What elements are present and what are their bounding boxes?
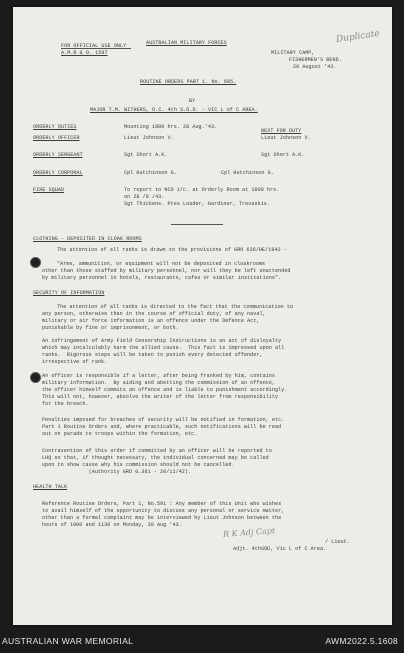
punch-hole <box>30 372 41 383</box>
security-text-line: for the breach. <box>42 401 89 407</box>
orderly-officer-label: ORDERLY OFFICER <box>33 135 80 141</box>
health-text-line: Reference Routine Orders, Part 1, No.591 : Any member of this Unit who wishes <box>42 501 282 507</box>
clothing-text-line: "Arms, ammunition, or equipment will not be deposited in cloakrooms <box>57 261 266 267</box>
orderly-corporal-label: ORDERLY CORPORAL <box>33 170 83 176</box>
camp-name: MILITARY CAMP, <box>271 50 315 56</box>
official-use-line: FOR OFFICIAL USE ONLY <box>61 43 127 49</box>
handwritten-duplicate-note: Duplicate <box>335 28 381 46</box>
clothing-text-line: by military personnel in hotels, restaurants, cafes or similar institutions". <box>42 275 282 281</box>
security-authority: (Authority GRO G.361 - 20/11/42). <box>42 469 192 475</box>
punch-hole <box>30 257 41 268</box>
security-text-line: any person, otherwise than in the course of official duty, of any naval, <box>42 311 266 317</box>
security-text-line: An officer is responsible if a letter, after being franked by him, contains <box>42 373 276 379</box>
signature-rank: / Lieut. <box>325 539 350 545</box>
health-text-line: to avail himself of the opportunity to discuss any personal or service matter, <box>42 508 285 514</box>
fire-squad-members: Sgt Thickens. Ptes Loader, Gardiner, Trevaskis. <box>124 201 271 207</box>
order-date: 28 August '43. <box>293 64 337 70</box>
section-divider <box>171 224 223 225</box>
camp-location: FISHERMEN'S BEND. <box>289 57 342 63</box>
security-text-line: LHQ so that, if thought necessary, the individual concerned may be called <box>42 455 269 461</box>
health-heading: HEALTH TALK <box>33 484 68 490</box>
security-heading: SECURITY OF INFORMATION <box>33 290 105 296</box>
orderly-sergeant-label: ORDERLY SERGEANT <box>33 152 83 158</box>
security-text-line: which may incalculably harm the allied cause. This fact is impressed upon all <box>42 345 285 351</box>
health-text-line: hours of 1000 and 1130 on Monday, 30 Aug '43. <box>42 522 182 528</box>
orderly-officer-value: Lieut Johnson V. <box>124 135 174 141</box>
security-text-line: military information. By aiding and abetting the commission of an offence, <box>42 380 276 386</box>
security-text-line: ranks. Rigorous steps will be taken to punish every detected offender, <box>42 352 263 358</box>
official-reference: A.M.R & O. 1597 <box>61 50 108 56</box>
security-text-line: punishable by fine or imprisonment, or both. <box>42 325 179 331</box>
orderly-corporal-value: Cpl Hutchinson G. <box>124 170 177 176</box>
footer-institution: AUSTRALIAN WAR MEMORIAL <box>2 636 134 646</box>
signature-scrawl: R K Adj Capt <box>222 526 276 539</box>
security-text-line: upon to show cause why his commission should not be cancelled. <box>42 462 235 468</box>
clothing-text-line: other than those staffed by military personnel, nor will they be left unattended <box>42 268 291 274</box>
signature-unit: Adjt. 4thSOD, Vic L of C Area. <box>233 546 327 552</box>
document-page <box>13 7 392 625</box>
commanding-officer: MAJOR T.M. WITHERS, O.C. 4th S.O.D. - VIC L of C AREA. <box>90 107 258 113</box>
security-text-line: The attention of all ranks is directed to the fact that the communication to <box>57 304 294 310</box>
footer-accession-number: AWM2022.5.1608 <box>325 636 398 646</box>
force-title: AUSTRALIAN MILITARY FORCES <box>146 40 227 46</box>
next-for-duty-heading: NEXT FOR DUTY <box>261 128 302 134</box>
fire-squad-label: FIRE SQUAD <box>33 187 65 193</box>
orderly-sergeant-value: Sgt Short A.K. <box>124 152 168 158</box>
security-text-line: irrespective of rank. <box>42 359 108 365</box>
clothing-heading: CLOTHING - DEPOSITED IN CLOAK ROOMS <box>33 236 142 242</box>
orderly-sergeant-next: Sgt Short A.K. <box>261 152 305 158</box>
orders-title: ROUTINE ORDERS PART 1. No. 605. <box>140 79 237 85</box>
security-text-line: military or air force information is an offence under the Defence Act, <box>42 318 260 324</box>
fire-squad-date: on 28 /8 /43. <box>124 194 165 200</box>
security-text-line: out on parade to troops within the formation, etc. <box>42 431 198 437</box>
security-text-line: This will not, however, absolve the writer of the letter from responsibility <box>42 394 279 400</box>
security-text-line: the officer himself commits an offence and is liable to punishment accordingly. <box>42 387 288 393</box>
orderly-duties-label: ORDERLY DUTIES <box>33 124 77 130</box>
clothing-text-line: The attention of all ranks is drawn to the provisions of GRO 636/HE/1942 - <box>57 247 287 253</box>
orderly-corporal-next: Cpl Hutchinson G. <box>221 170 274 176</box>
security-text-line: Contravention of this order if committed by an officer will be reported to <box>42 448 272 454</box>
security-text-line: Part 1 Routine Orders and, where practicable, such notifications will be read <box>42 424 282 430</box>
official-underline <box>61 48 131 49</box>
orders-by: BY <box>189 98 196 104</box>
fire-squad-instruction: To report to NCO i/c. at Orderly Room at 1800 hrs. <box>124 187 280 193</box>
mounting-time: Mounting 1800 hrs. 28 Aug.'43. <box>124 124 218 130</box>
security-text-line: Penalties imposed for breaches of security will be notified in formation, etc. <box>42 417 285 423</box>
health-text-line: other than a formal complaint may be interviewed by Lieut Johnson between the <box>42 515 282 521</box>
security-text-line: An infringement of Army Field Censorship Instructions is an act of disloyalty <box>42 338 282 344</box>
orderly-officer-next: Lieut Johnson V. <box>261 135 311 141</box>
